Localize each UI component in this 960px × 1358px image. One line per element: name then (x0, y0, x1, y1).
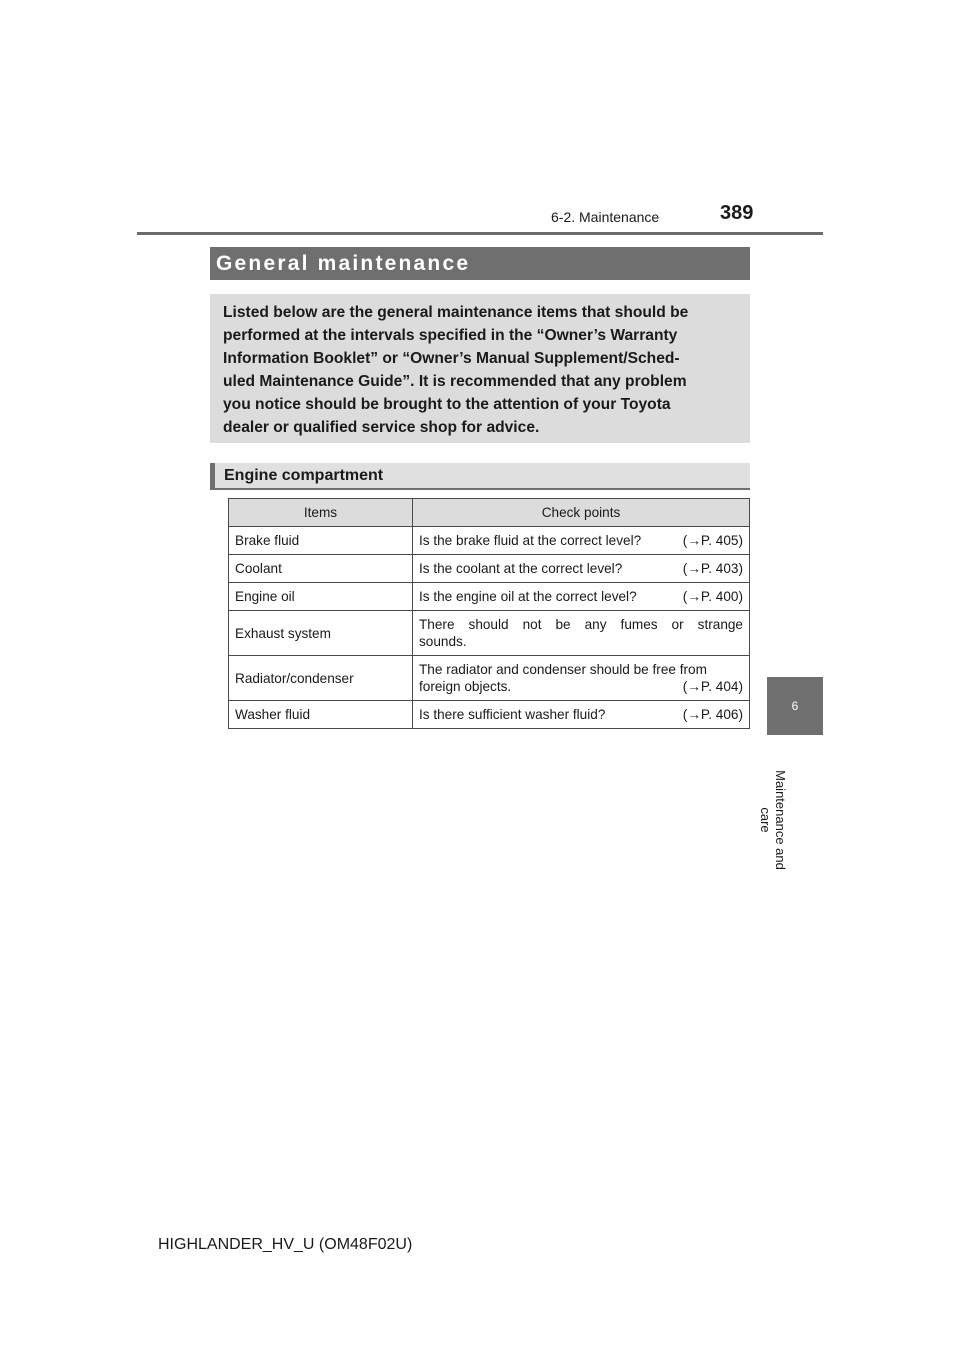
intro-line: dealer or qualified service shop for advice. (223, 419, 540, 436)
section-heading: 6-2. Maintenance (551, 209, 660, 225)
table-row (229, 527, 750, 555)
check-text: The radiator and condenser should be free from (419, 662, 707, 677)
check-cell (413, 656, 750, 701)
check-text: sounds. (419, 634, 467, 649)
column-header-check-points: Check points (413, 499, 750, 527)
intro-box (210, 294, 750, 443)
header-rule (137, 232, 823, 235)
subsection-title: Engine compartment (210, 463, 750, 490)
check-text: Is there sufficient washer fluid? (419, 707, 606, 722)
intro-line: uled Maintenance Guide”. It is recommended that any problem (223, 373, 687, 390)
page-ref: (→P. 403) (682, 561, 743, 576)
table-header-row (229, 499, 750, 527)
check-text: Is the coolant at the correct level? (419, 561, 623, 576)
check-text: There should not be any fumes or strange (419, 617, 743, 632)
page-number: 389 (720, 202, 754, 224)
item-cell: Brake fluid (229, 527, 413, 555)
page-ref: (→P. 400) (682, 589, 743, 604)
table-row (229, 555, 750, 583)
intro-line: performed at the intervals specified in the “Owner’s Warranty (223, 327, 678, 344)
check-cell (413, 527, 750, 555)
intro-line: Information Booklet” or “Owner’s Manual Supplement/Sched- (223, 350, 680, 367)
table-row (229, 583, 750, 611)
chapter-tab: 6 (767, 677, 823, 735)
footer-model-code: HIGHLANDER_HV_U (OM48F02U) (158, 1236, 413, 1253)
item-cell: Washer fluid (229, 701, 413, 729)
column-header-items: Items (229, 499, 413, 527)
intro-line: you notice should be brought to the attention of your Toyota (223, 396, 671, 413)
check-text: foreign objects. (419, 679, 512, 694)
table-row (229, 656, 750, 701)
check-cell (413, 611, 750, 656)
item-cell: Exhaust system (229, 611, 413, 656)
item-cell: Radiator/condenser (229, 656, 413, 701)
table-row (229, 611, 750, 656)
item-cell: Coolant (229, 555, 413, 583)
chapter-label: Maintenance and care (758, 770, 788, 870)
intro-line: Listed below are the general maintenance items that should be (223, 304, 689, 321)
maintenance-table (228, 498, 750, 729)
page-title: General maintenance (210, 247, 750, 280)
check-cell (413, 555, 750, 583)
page-ref: (→P. 406) (682, 707, 743, 722)
page-ref: (→P. 404) (682, 679, 743, 694)
item-cell: Engine oil (229, 583, 413, 611)
check-cell (413, 701, 750, 729)
check-text: Is the engine oil at the correct level? (419, 589, 637, 604)
page-ref: (→P. 405) (682, 533, 743, 548)
check-cell (413, 583, 750, 611)
table-row (229, 701, 750, 729)
check-text: Is the brake fluid at the correct level? (419, 533, 642, 548)
